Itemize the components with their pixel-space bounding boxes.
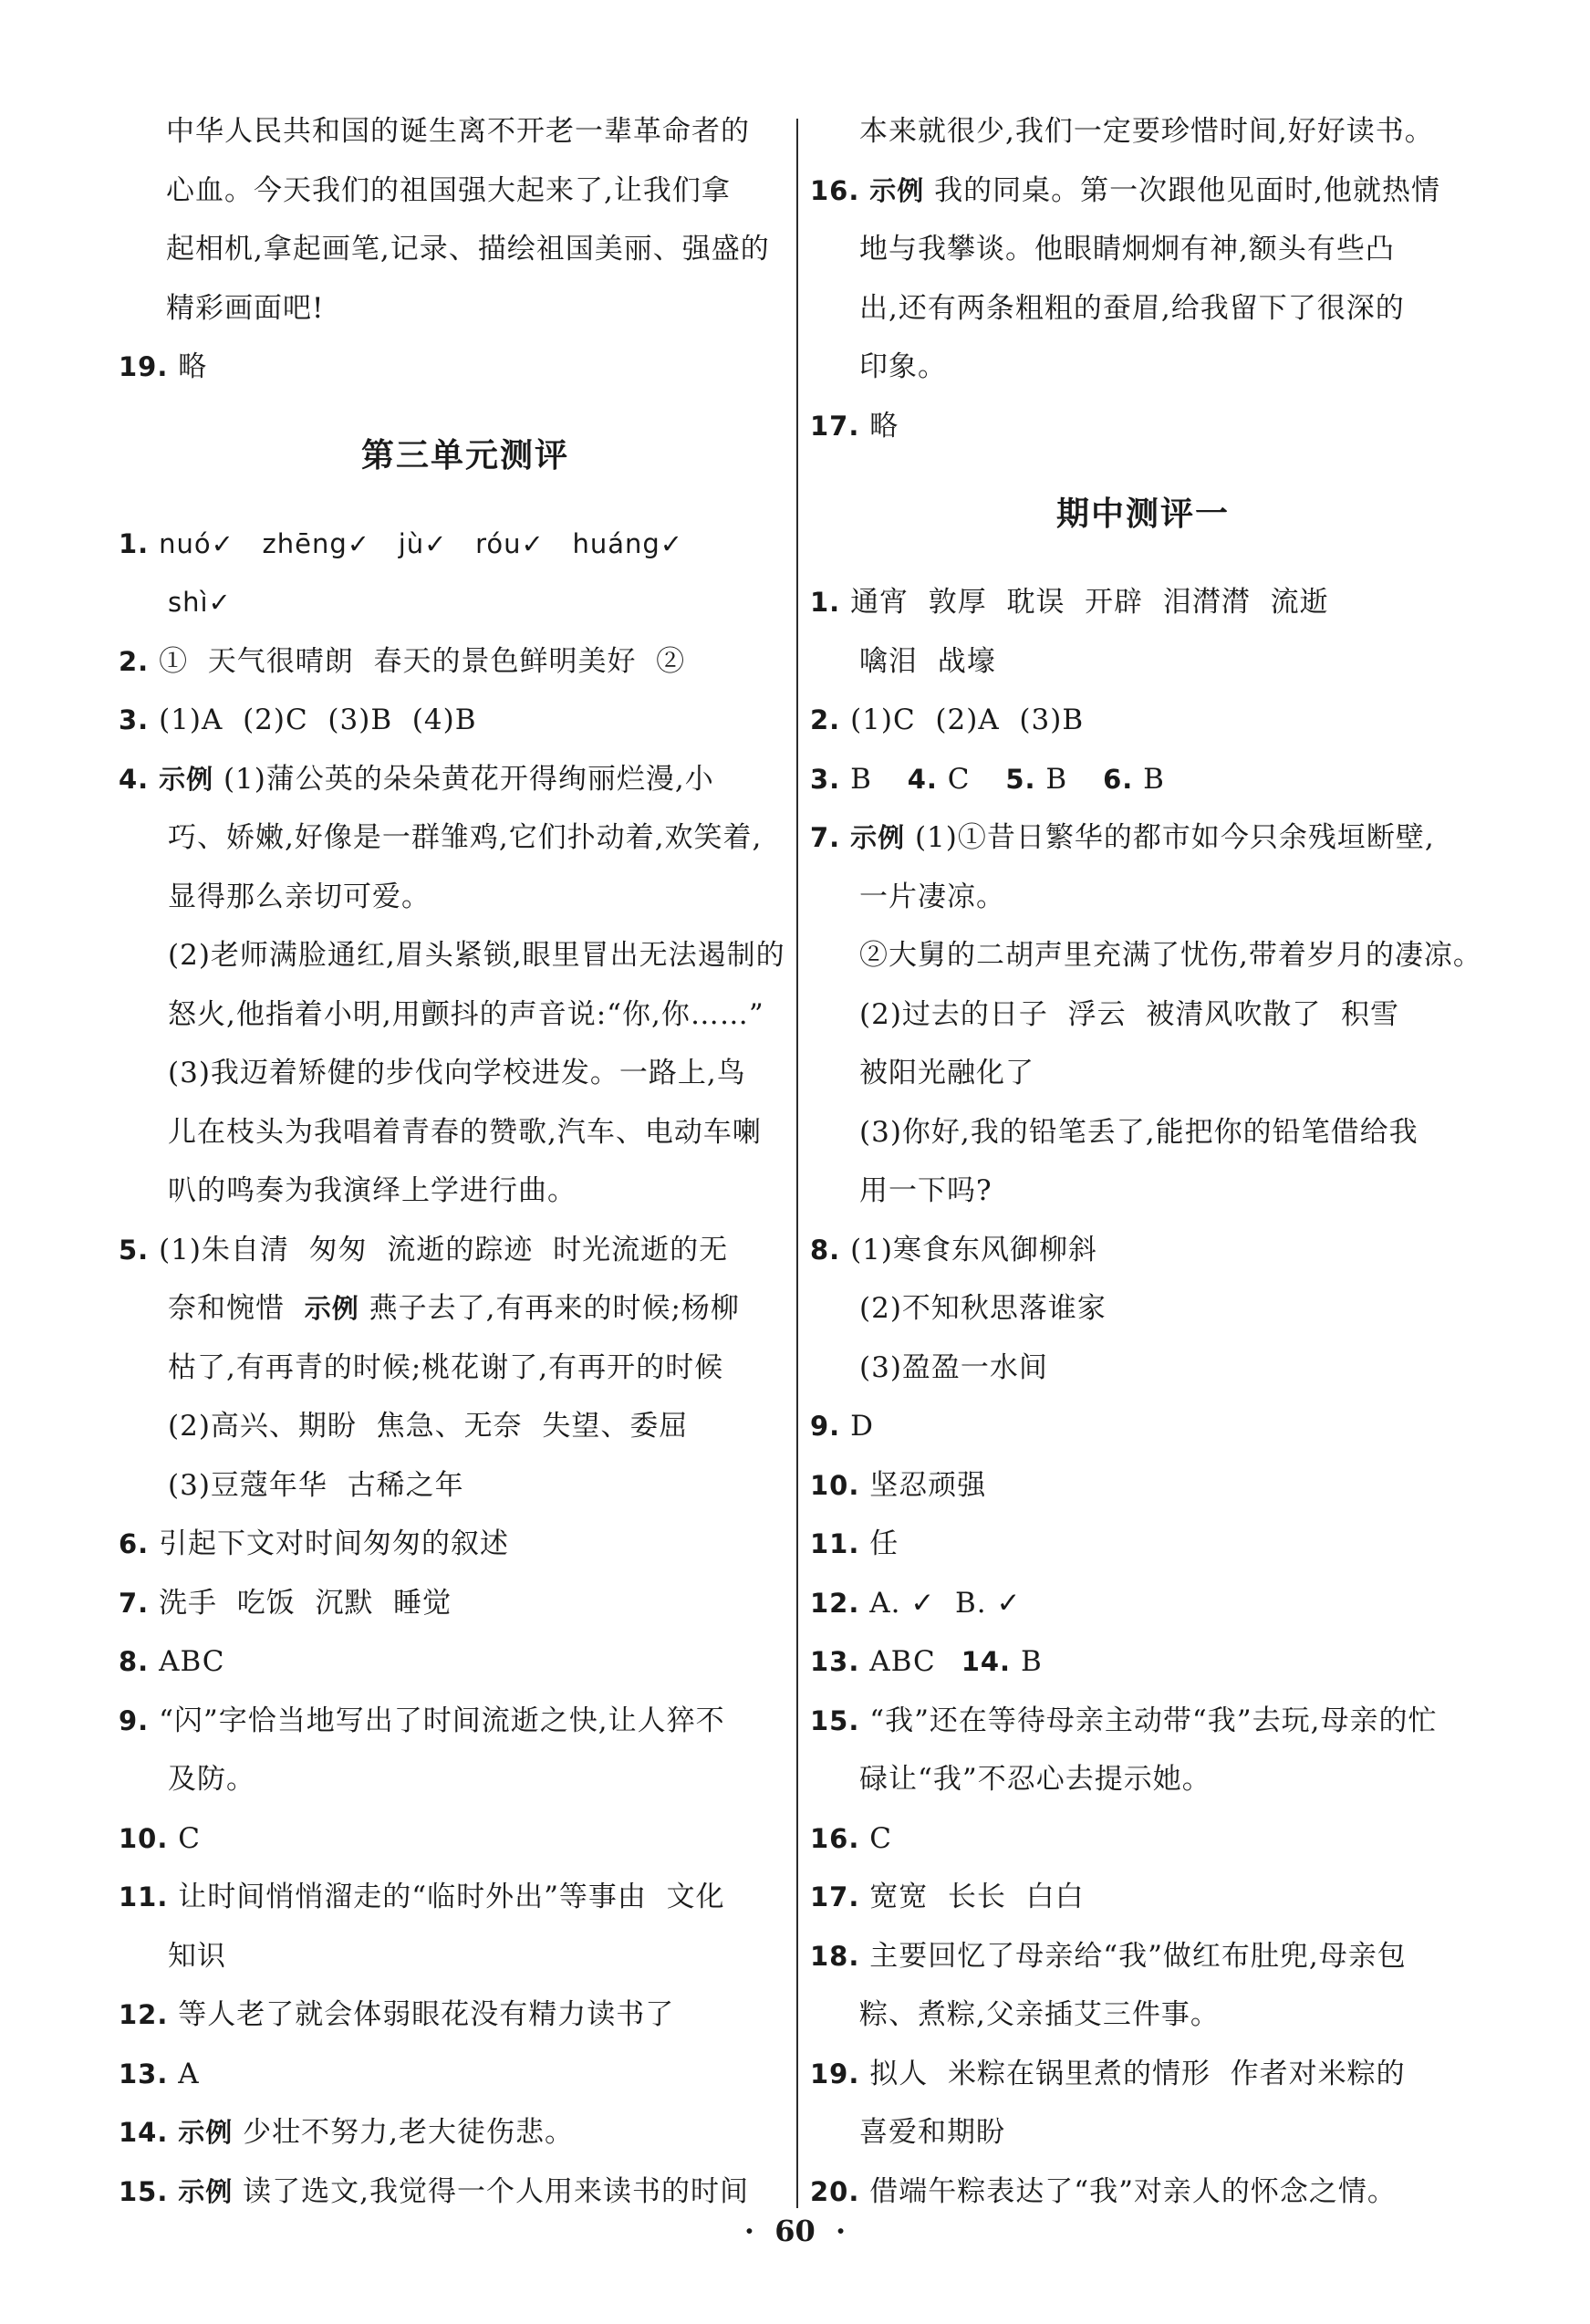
answer-continuation: 被阳光融化了 [859,1057,1034,1089]
question-number: 12. [810,1587,860,1619]
answer-text: C [869,1821,892,1855]
answer-text: 主要回忆了母亲给“我”做红布肚兜,母亲包 [869,1939,1407,1973]
example-label: 示例 [304,1293,359,1324]
answer-text: B [1020,1645,1043,1678]
answer-text: 奈和惋惜 [168,1292,305,1325]
question-10 [810,1456,1476,1516]
question-number: 6. [1103,763,1134,795]
answer-continuation: (2)老师满脸通红,眉头紧锁,眼里冒出无法遏制的 [168,939,785,972]
questions-3-6 [810,750,1476,809]
question-11 [810,1515,1476,1574]
question-number: 15. [119,2175,169,2207]
page-number: · 60 · [743,2214,847,2248]
question-number: 9. [119,1704,150,1736]
question-number: 3. [810,763,841,795]
answer-text: “我”还在等待母亲主动带“我”去玩,母亲的忙 [869,1704,1438,1737]
answer-text: A. ✓ B. ✓ [869,1586,1022,1620]
answer-continuation: 怒火,他指着小明,用颤抖的声音说:“你,你……” [168,997,764,1031]
question-19 [119,338,812,397]
question-number: 13. [810,1646,860,1677]
question-16 [810,162,1476,221]
answer-continuation: (2)过去的日子 浮云 被清风吹散了 积雪 [859,997,1400,1031]
example-label: 示例 [178,2175,234,2207]
answer-continuation: (3)豆蔻年华 古稀之年 [168,1468,464,1502]
answer-text: D [850,1410,874,1443]
answer-text: 我的同桌。第一次跟他见面时,他就热情 [934,173,1440,207]
answer-text: B [850,762,872,796]
question-number: 8. [119,1646,150,1677]
question-1 [810,573,1476,632]
text-line: 精彩画面吧! [166,291,325,325]
answer-continuation: (2)不知秋思落谁家 [859,1292,1107,1325]
answer-text: 任 [869,1527,899,1560]
text-line: 心血。今天我们的祖国强大起来了,让我们拿 [166,173,731,207]
example-label: 示例 [178,2117,234,2148]
question-8 [119,1632,812,1692]
question-16 [810,1809,1476,1869]
question-number: 20. [810,2175,860,2207]
answer-continuation: (3)盈盈一水间 [859,1350,1048,1384]
answer-text: (1)C (2)A (3)B [850,703,1085,736]
answer-text: 引起下文对时间匆匆的叙述 [159,1527,510,1560]
question-number: 4. [119,763,150,795]
question-17 [810,397,1476,456]
question-9 [810,1397,1476,1456]
question-number: 15. [810,1704,860,1736]
answer-text: (1)蒲公英的朵朵黄花开得绚丽烂漫,小 [223,762,714,796]
question-number: 19. [119,351,169,382]
answer-text: 洗手 吃饭 沉默 睡觉 [159,1586,452,1620]
question-number: 2. [119,645,150,677]
question-3 [119,691,812,750]
question-15 [119,2162,812,2222]
question-number: 17. [810,1881,860,1912]
answer-continuation [119,1279,812,1339]
answer-text: C [947,762,971,796]
question-number: 17. [810,410,860,442]
question-number: 11. [119,1881,169,1912]
question-12 [119,1985,812,2045]
question-17 [810,1868,1476,1927]
answer-text: 宽宽 长长 白白 [869,1881,1085,1913]
answer-continuation: 叭的鸣奏为我演绎上学进行曲。 [168,1174,577,1207]
question-2 [810,691,1476,750]
answer-continuation: 出,还有两条粗粗的蚕眉,给我留下了很深的 [859,291,1405,325]
question-11 [119,1868,812,1927]
answer-text: ABC [869,1645,936,1678]
example-label: 示例 [869,174,925,206]
answer-continuation: 巧、娇嫩,好像是一群雏鸡,它们扑动着,欢笑着, [168,821,763,854]
answer-continuation: shì✓ [168,587,232,618]
answer-text: 让时间悄悄溜走的“临时外出”等事由 文化 [178,1881,725,1913]
answer-continuation: 噙泪 战壕 [859,644,996,678]
answer-text: ABC [159,1645,225,1678]
answer-text: “闪”字恰当地写出了时间流逝之快,让人猝不 [159,1704,725,1737]
answer-continuation: (2)高兴、期盼 焦急、无奈 失望、委屈 [168,1410,689,1443]
question-6 [119,1515,812,1574]
question-18 [810,1927,1476,1986]
answer-text: 燕子去了,有再来的时候;杨柳 [359,1292,740,1325]
question-number: 7. [119,1587,150,1619]
question-number: 3. [119,704,150,735]
question-9 [119,1692,812,1751]
answer-text: ① 天气很晴朗 春天的景色鲜明美好 ② [159,644,686,678]
answer-continuation: 枯了,有再青的时候;桃花谢了,有再开的时候 [168,1350,724,1384]
question-12 [810,1574,1476,1633]
left-column [119,102,812,2221]
question-number: 14. [961,1646,1012,1677]
answer-continuation: (3)我迈着矫健的步伐向学校进发。一路上,鸟 [168,1057,746,1089]
answer-continuation: 粽、煮粽,父亲插艾三件事。 [859,1998,1220,2031]
section-heading: 期中测评一 [1055,495,1230,533]
question-number: 16. [810,1822,860,1854]
question-number: 7. [810,822,841,853]
question-19 [810,2045,1476,2104]
section-heading: 第三单元测评 [360,436,569,474]
page-number-value: 60 [774,2214,816,2248]
answer-continuation: 及防。 [168,1763,255,1796]
answer-continuation: 印象。 [859,350,947,383]
text-line: 本来就很少,我们一定要珍惜时间,好好读书。 [859,115,1434,148]
answer-text: (1)朱自清 匆匆 流逝的踪迹 时光流逝的无 [159,1233,729,1266]
right-column [810,102,1482,2221]
answer-text: B [1143,762,1165,796]
question-5 [119,1221,812,1280]
question-number: 18. [810,1940,860,1972]
answer-continuation: 一片凄凉。 [859,880,1005,913]
answer-continuation: 碌让“我”不忍心去提示她。 [859,1763,1211,1796]
question-number: 4. [907,763,938,795]
question-13 [119,2045,812,2104]
question-14 [119,2103,812,2162]
answer-continuation: (3)你好,我的铅笔丢了,能把你的铅笔借给我 [859,1115,1419,1149]
question-number: 1. [119,527,150,559]
answer-text: A [178,2057,200,2090]
question-20 [810,2162,1476,2222]
answer-continuation: 喜爱和期盼 [859,2116,1005,2149]
answer-text: 通宵 敦厚 耽误 开辟 泪潸潸 流逝 [850,586,1329,619]
question-8 [810,1221,1476,1280]
answer-text: 略 [869,409,899,443]
question-number: 16. [810,174,860,206]
question-15 [810,1692,1476,1751]
questions-13-14 [810,1632,1476,1692]
question-1 [119,515,812,574]
question-4 [119,750,812,809]
question-number: 19. [810,2058,860,2090]
answer-text: (1)A (2)C (3)B (4)B [159,703,477,736]
answer-continuation: 用一下吗? [859,1174,992,1207]
question-number: 2. [810,704,841,735]
question-number: 11. [810,1528,860,1559]
answer-text: 等人老了就会体弱眼花没有精力读书了 [178,1998,675,2031]
answer-continuation: ②大舅的二胡声里充满了忧伤,带着岁月的凄凉。 [859,939,1482,972]
answer-continuation: 儿在枝头为我唱着青春的赞歌,汽车、电动车喇 [168,1115,762,1149]
question-7 [119,1574,812,1633]
answer-continuation: 地与我攀谈。他眼睛炯炯有神,额头有些凸 [859,233,1395,266]
answer-text: 读了选文,我觉得一个人用来读书的时间 [243,2174,749,2208]
answer-text: 略 [178,350,208,383]
question-number: 13. [119,2058,169,2090]
answer-text: nuó✓ zhēng✓ jù✓ róu✓ huáng✓ [159,527,684,559]
question-number: 1. [810,587,841,618]
answer-text: C [178,1821,201,1855]
question-number: 12. [119,1999,169,2030]
question-number: 10. [810,1469,860,1501]
text-line: 中华人民共和国的诞生离不开老一辈革命者的 [166,115,750,148]
example-label: 示例 [850,822,906,853]
example-label: 示例 [159,763,214,795]
answer-continuation: 知识 [168,1939,226,1973]
question-number: 5. [119,1234,150,1266]
answer-text: 拟人 米粽在锅里煮的情形 作者对米粽的 [869,2057,1406,2090]
question-number: 14. [119,2117,169,2148]
question-number: 6. [119,1528,150,1559]
answer-text: 少壮不努力,老大徒伤悲。 [243,2116,574,2149]
answer-text: (1)①昔日繁华的都市如今只余残垣断壁, [914,821,1435,854]
question-number: 10. [119,1822,169,1854]
question-10 [119,1809,812,1869]
question-2 [119,632,812,692]
question-number: 5. [1005,763,1036,795]
answer-text: (1)寒食东风御柳斜 [850,1233,1097,1266]
answer-text: B [1045,762,1068,796]
text-line: 起相机,拿起画笔,记录、描绘祖国美丽、强盛的 [166,233,770,266]
question-7 [810,808,1476,868]
question-number: 9. [810,1411,841,1442]
answer-continuation: 显得那么亲切可爱。 [168,880,431,913]
answer-text: 借端午粽表达了“我”对亲人的怀念之情。 [869,2174,1397,2208]
question-number: 8. [810,1234,841,1266]
answer-text: 坚忍顽强 [869,1468,987,1502]
